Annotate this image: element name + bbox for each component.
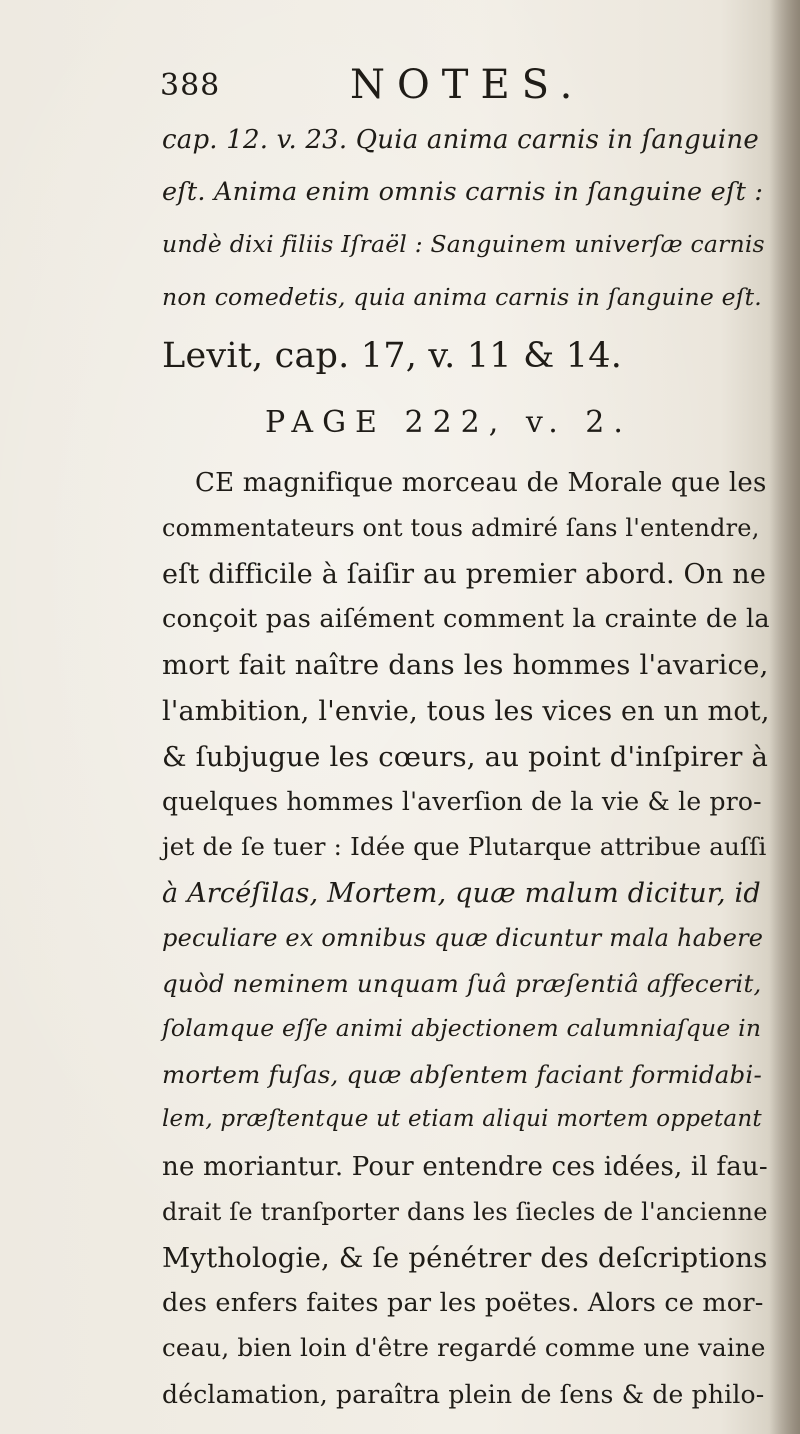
- commentary-line: ceau, bien loin d'être regardé comme une vaine: [162, 1333, 766, 1362]
- commentary-line: quelques hommes l'averſion de la vie & le pro-: [162, 787, 762, 816]
- commentary-line: des enfers faites par les poëtes. Alors ce mor-: [162, 1288, 764, 1318]
- note-line: cap. 12. v. 23. Quia anima carnis in ſanguine: [162, 125, 759, 155]
- commentary-line: à Arcéſilas, Mortem, quæ malum dicitur, id: [162, 878, 761, 909]
- commentary-line: eſt difficile à ſaiſir au premier abord. On ne: [162, 559, 767, 590]
- page-number: 388: [160, 68, 221, 103]
- commentary-line: Mythologie, & ſe pénétrer des deſcriptions: [162, 1242, 768, 1274]
- section-heading: PAGE 222, v. 2.: [265, 405, 632, 440]
- note-line: eſt. Anima enim omnis carnis in ſanguine eſt :: [162, 177, 764, 207]
- commentary-line: conçoit pas aiſément comment la crainte de la: [162, 604, 770, 634]
- commentary-line: lem, præſtentque ut etiam aliqui mortem oppetant: [162, 1106, 762, 1132]
- note-line: Levit, cap. 17, v. 11 & 14.: [162, 336, 623, 376]
- commentary-line: l'ambition, l'envie, tous les vices en un mot,: [162, 696, 770, 727]
- running-title: NOTES.: [350, 62, 585, 108]
- commentary-line: commentateurs ont tous admiré ſans l'entendre,: [162, 514, 760, 542]
- commentary-line: & ſubjugue les cœurs, au point d'inſpirer à: [162, 741, 769, 773]
- commentary-line: quòd neminem unquam ſuâ præſentiâ affecerit,: [162, 969, 762, 998]
- commentary-line: ſolamque eſſe animi abjectionem calumniaſque in: [162, 1014, 762, 1042]
- commentary-line: drait ſe tranſporter dans les ſiecles de l'ancienne: [162, 1198, 768, 1226]
- note-line: undè dixi filiis Iſraël : Sanguinem univerſæ carnis: [162, 230, 765, 258]
- commentary-line: jet de ſe tuer : Idée que Plutarque attribue auſſi: [162, 832, 767, 861]
- page-header: [160, 62, 730, 118]
- commentary-line: CE magnifique morceau de Morale que les: [195, 468, 767, 498]
- commentary-line: ne moriantur. Pour entendre ces idées, il fau-: [162, 1152, 768, 1182]
- commentary-line: déclamation, paraîtra plein de ſens & de philo-: [162, 1380, 765, 1409]
- note-line: non comedetis, quia anima carnis in ſanguine eſt.: [162, 283, 762, 311]
- commentary-line: mortem fuſas, quæ abſentem faciant formidabi-: [162, 1060, 762, 1089]
- commentary-line: peculiare ex omnibus quæ dicuntur mala habere: [162, 924, 764, 952]
- commentary-line: mort fait naître dans les hommes l'avarice,: [162, 649, 769, 681]
- page-edge-shadow: [770, 0, 800, 1434]
